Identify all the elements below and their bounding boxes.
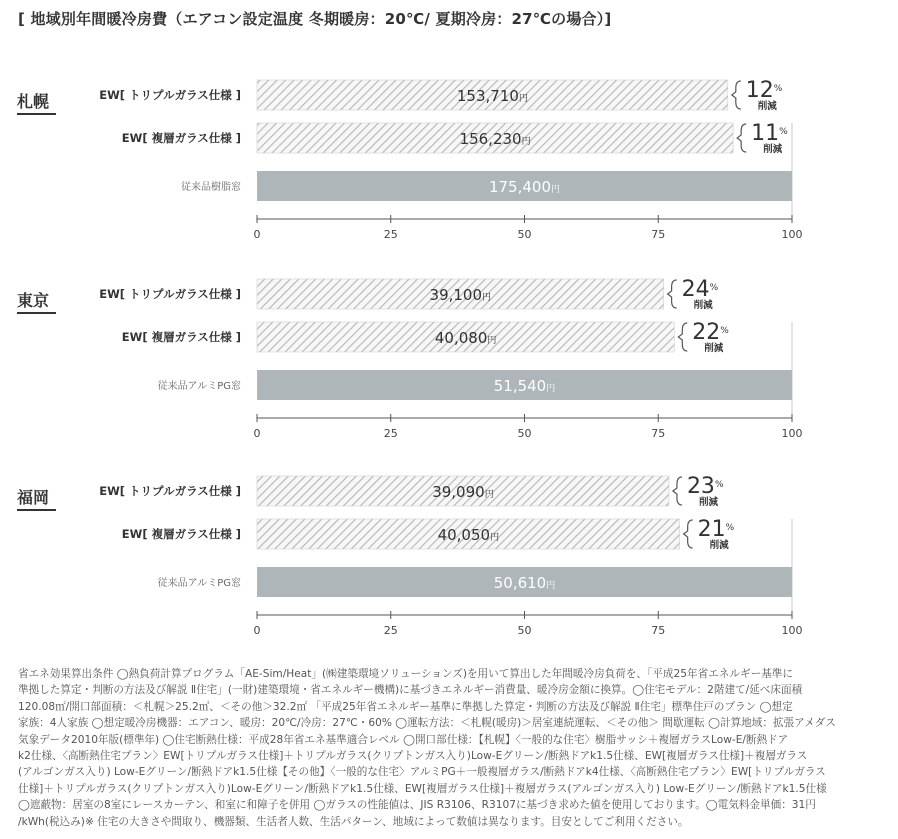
reduction-label: 削減 <box>763 144 783 155</box>
note-line: 仕様]＋トリプルガラス(クリプトンガス入り)Low-Eグリーン/断熱ドアk1.5仕様、EW[複層ガラス仕様]＋複層ガラス(アルゴンガス入り) Low-Eグリーン/断熱ドアk1.5仕様 <box>18 782 827 795</box>
x-tick-label: 75 <box>651 427 666 440</box>
x-tick-label: 75 <box>651 228 666 241</box>
x-tick-label: 50 <box>517 427 532 440</box>
amount-label: 39,100円 <box>429 286 492 304</box>
brace-icon <box>684 520 693 548</box>
x-tick-label: 100 <box>781 624 803 637</box>
brace-icon <box>732 81 741 109</box>
x-tick-label: 50 <box>517 624 532 637</box>
category-label: 従来品アルミPG窓 <box>157 381 241 392</box>
region-label: 札幌 <box>17 92 50 111</box>
x-tick-label: 25 <box>383 228 398 241</box>
x-tick-label: 75 <box>651 624 666 637</box>
brace-icon <box>737 124 746 152</box>
note-line: k2仕様、〈高断熱住宅プラン〉EW[トリプルガラス仕様]＋トリプルガラス(クリプトンガス入り)Low-Eグリーン/断熱ドアk1.5仕様、EW[複層ガラス仕様]＋複層ガラス <box>18 750 808 763</box>
amount-label: 51,540円 <box>493 377 556 395</box>
region-label: 福岡 <box>17 488 50 507</box>
reduction-label: 削減 <box>698 497 718 508</box>
reduction-label: 削減 <box>704 343 724 354</box>
reduction-label: 削減 <box>709 540 729 551</box>
chart-0 <box>17 78 803 241</box>
category-label: EW[ トリプルガラス仕様 ] <box>99 88 241 102</box>
amount-label: 40,080円 <box>434 329 497 347</box>
category-label: EW[ 複層ガラス仕様 ] <box>121 330 241 344</box>
category-label: EW[ 複層ガラス仕様 ] <box>121 131 241 145</box>
note-line: 気象データ2010年版(標準年) ◯住宅断熱仕様：平成28年省エネ基準適合レベル ◯開口部仕様：【札幌】〈一般的な住宅〉樹脂サッシ＋複層ガラスLow-E/断熱ドア <box>18 733 789 746</box>
amount-label: 39,090円 <box>432 483 494 501</box>
category-label: EW[ トリプルガラス仕様 ] <box>99 484 241 498</box>
note-line: 準拠した算定・判断の方法及び解説 Ⅱ住宅」(一財)建築環境・省エネルギー機構)に基づきエネルギー消費量、暖冷房金額に換算。◯住宅モデル：2階建て/延べ床面積 <box>18 684 803 697</box>
page-title: [ 地域別年間暖冷房費（エアコン設定温度 冬期暖房：20℃/ 夏期冷房：27℃の場合）] <box>18 10 612 28</box>
note-line: 家族：4人家族 ◯想定暖冷房機器：エアコン、暖房：20℃/冷房：27℃・60% ◯運転方法：＜札幌(暖房)＞居室連続運転、＜その他＞ 間歇運転 ◯計算地域：拡張アメダス <box>18 717 836 730</box>
amount-label: 175,400円 <box>488 178 561 196</box>
note-line: (アルゴンガス入り) Low-Eグリーン/断熱ドアk1.5仕様【その他】〈一般的な住宅〉アルミPG＋一般複層ガラス/断熱ドアk4仕様、〈高断熱住宅プラン〉EW[トリプルガラス <box>18 766 826 779</box>
amount-label: 153,710円 <box>456 87 528 105</box>
note-line: ◯遮蔽物：居室の8室にレースカーテン、和室に和障子を併用 ◯ガラスの性能値は、JIS R3106、R3107に基づき求めた値を使用しております。◯電気料金単価：31円 <box>18 799 816 812</box>
reduction-value: 24% <box>681 277 719 302</box>
brace-icon <box>668 280 677 308</box>
x-tick-label: 0 <box>253 624 261 637</box>
reduction-value: 22% <box>692 320 729 345</box>
reduction-value: 11% <box>751 121 788 146</box>
reduction-value: 21% <box>697 517 735 542</box>
region-label: 東京 <box>17 291 50 310</box>
note-line: 省エネ効果算出条件 ◯熱負荷計算プログラム「AE-Sim/Heat」(㈱建築環境ソリューションズ)を用いて算出した年間暖冷房負荷を、「平成25年省エネルギー基準に <box>18 668 793 680</box>
note-line: /kWh(税込み)※ 住宅の大きさや間取り、機器類、生活者人数、生活パターン、地域によって数値は異なります。目安としてご利用ください。 <box>18 815 689 828</box>
x-tick-label: 0 <box>253 427 261 440</box>
category-label: 従来品アルミPG窓 <box>157 578 241 589</box>
reduction-value: 23% <box>686 474 724 499</box>
x-tick-label: 100 <box>781 427 803 440</box>
chart-1 <box>17 277 803 440</box>
x-tick-label: 25 <box>383 624 398 637</box>
category-label: EW[ トリプルガラス仕様 ] <box>99 287 241 301</box>
x-tick-label: 0 <box>253 228 261 241</box>
brace-icon <box>678 323 687 351</box>
reduction-label: 削減 <box>757 101 777 112</box>
reduction-value: 12% <box>745 78 783 103</box>
note-line: 120.08㎡/開口部面積：＜札幌＞25.2㎡、＜その他＞32.2㎡ 「平成25年省エネルギー基準に準拠した算定・判断の方法及び解説 Ⅱ住宅」標準住戸のプラン ◯想定 <box>18 700 793 713</box>
x-tick-label: 100 <box>781 228 803 241</box>
reduction-label: 削減 <box>693 300 713 311</box>
amount-label: 40,050円 <box>437 526 500 544</box>
category-label: 従来品樹脂窓 <box>181 182 241 193</box>
category-label: EW[ 複層ガラス仕様 ] <box>121 527 241 541</box>
x-tick-label: 25 <box>383 427 398 440</box>
amount-label: 50,610円 <box>493 574 556 592</box>
brace-icon <box>673 477 682 505</box>
chart-2 <box>16 474 803 637</box>
amount-label: 156,230円 <box>459 130 531 148</box>
calculation-notes <box>18 666 886 830</box>
x-tick-label: 50 <box>517 228 532 241</box>
